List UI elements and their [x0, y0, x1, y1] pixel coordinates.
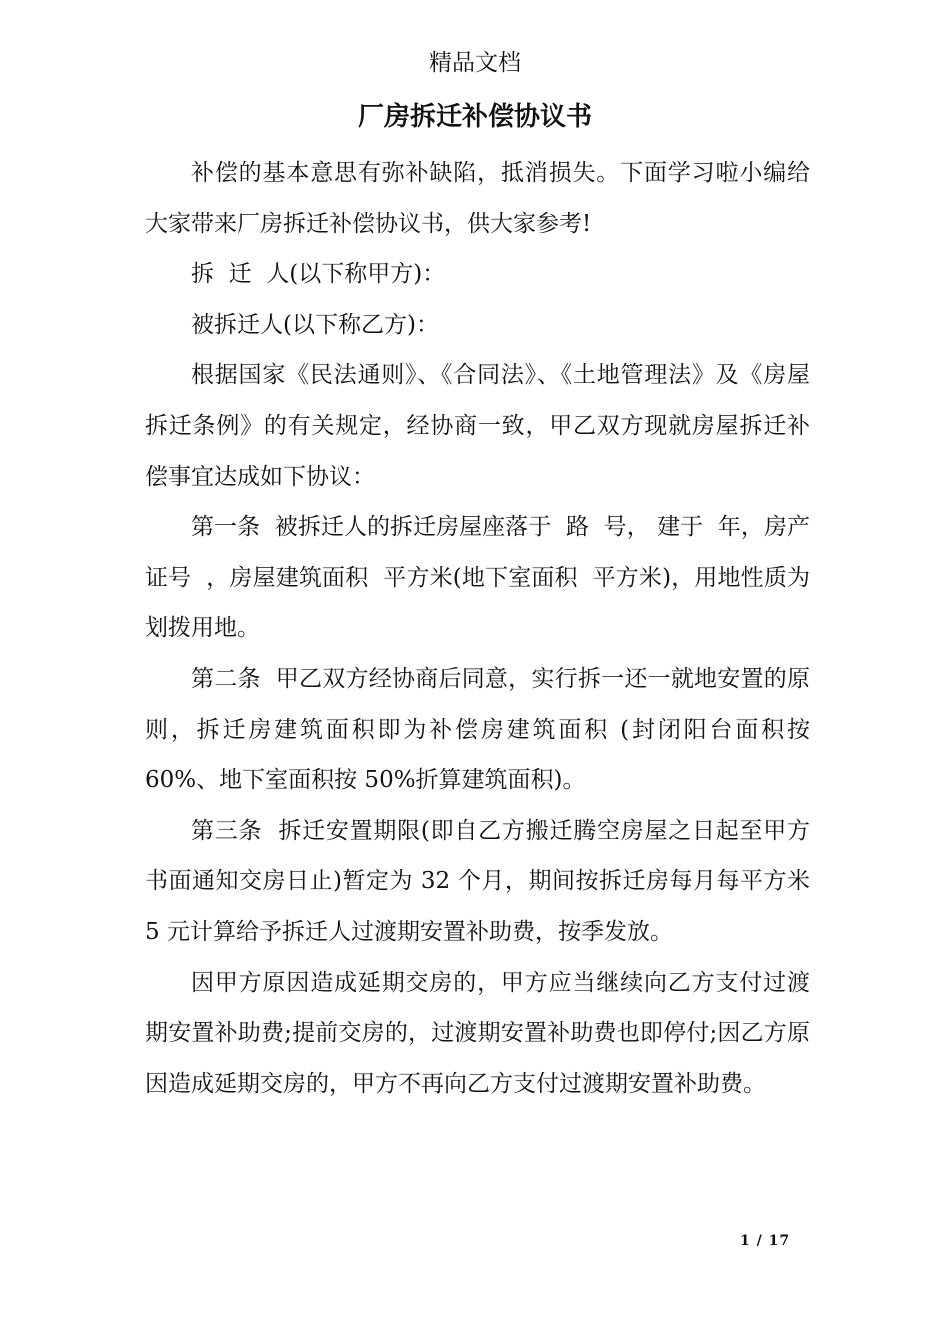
paragraph-intro: 补偿的基本意思有弥补缺陷，抵消损失。下面学习啦小编给大家带来厂房拆迁补偿协议书，供大家参考!: [145, 160, 810, 237]
document-title: 厂房拆迁补偿协议书: [357, 102, 592, 132]
page-header: 精品文档: [429, 50, 521, 76]
paragraph-article-3: 第三条 拆迁安置期限(即自乙方搬迁腾空房屋之日起至甲方书面通知交房日止)暂定为 32 个月，期间按拆迁房每月每平方米 5 元计算给予拆迁人过渡期安置补助费，按季发放。: [145, 817, 818, 945]
paragraph-party-a: 拆 迁 人(以下称甲方)：: [191, 261, 446, 288]
paragraph-basis: 根据国家《民法通则》、《合同法》、《土地管理法》及《房屋拆迁条例》的有关规定，经协商一致，甲乙双方现就房屋拆迁补偿事宜达成如下协议：: [145, 362, 810, 490]
paragraph-party-b: 被拆迁人(以下称乙方)：: [191, 311, 439, 338]
paragraph-article-2: 第二条 甲乙双方经协商后同意，实行拆一还一就地安置的原则，拆迁房建筑面积即为补偿房建筑面积 (封闭阳台面积按 60%、地下室面积按 50%折算建筑面积)。: [145, 665, 818, 794]
paragraph-delay-terms: 因甲方原因造成延期交房的，甲方应当继续向乙方支付过渡期安置补助费;提前交房的，过渡期安置补助费也即停付;因乙方原因造成延期交房的，甲方不再向乙方支付过渡期安置补助费。: [145, 969, 810, 1097]
paragraph-article-1: 第一条 被拆迁人的拆迁房屋座落于 路 号， 建于 年，房产证号 ，房屋建筑面积 平方米(地下室面积 平方米)，用地性质为划拨用地。: [145, 514, 810, 642]
document-body: [145, 148, 818, 1109]
page-number: 1 / 17: [740, 1233, 791, 1249]
